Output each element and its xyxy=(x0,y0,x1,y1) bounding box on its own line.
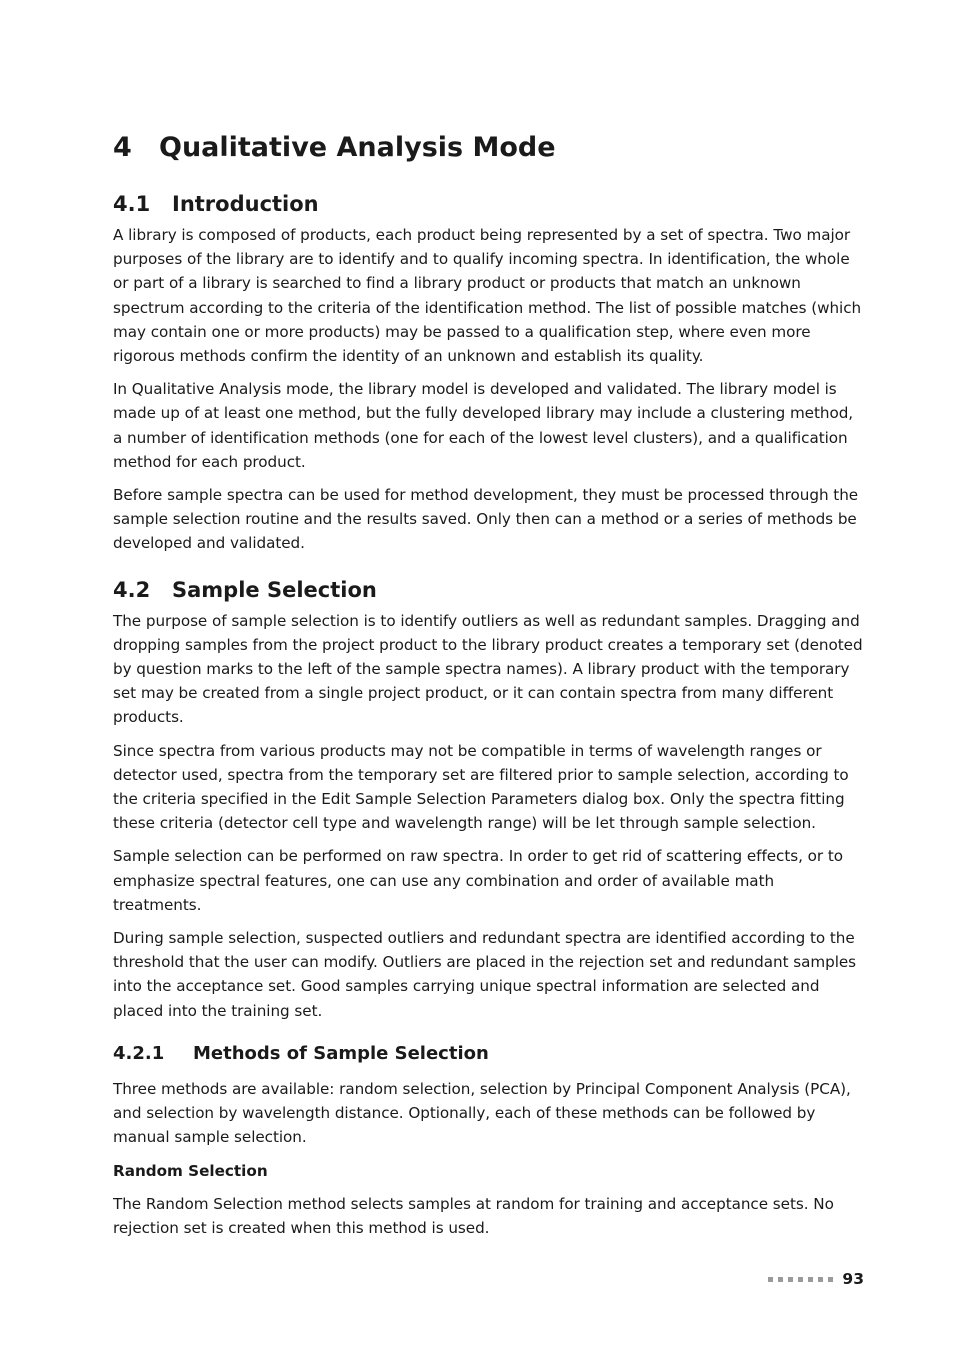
paragraph: The Random Selection method selects samples at random for training and acceptance sets. No rejection set is created when this method is used. xyxy=(113,1194,834,1237)
page-number: 93 xyxy=(842,1270,864,1288)
chapter-title: Qualitative Analysis Mode xyxy=(159,132,556,163)
subhead-random-selection: Random Selection xyxy=(113,1161,268,1180)
subsection-heading-methods xyxy=(113,1041,865,1067)
section-number: 4.1 xyxy=(113,192,151,216)
paragraph: A library is composed of products, each product being represented by a set of spectra. Two major purposes of the library are to identify and to qualify incoming spectra. In identification, the whole or part of a library is searched to find a library product or products that match an unknown spectrum according to the criteria of the identification method. The list of possible matches (which may contain one or more products) may be passed to a qualification step, where even more rigorous methods confirm the identity of an unknown and establish its quality. xyxy=(113,226,862,366)
paragraph: Since spectra from various products may not be compatible in terms of wavelength ranges or detector used, spectra from the temporary set are filtered prior to sample selection, according to the criteria specified in the Edit Sample Selection Parameters dialog box. Only the spectra fitting these criteria (detector cell type and wavelength range) will be let through sample selection. xyxy=(113,741,849,833)
footer-dots-decoration xyxy=(768,1277,833,1282)
chapter-heading xyxy=(113,128,865,168)
page-content xyxy=(113,128,865,1249)
page-footer xyxy=(768,1268,864,1290)
paragraph: The purpose of sample selection is to identify outliers as well as redundant samples. Dragging and dropping samples from the project product to the library product creates a temporary set (denoted by question marks to the left of the sample spectra names). A library product with the temporary set may be created from a single project product, or it can contain spectra from many different products. xyxy=(113,611,863,727)
paragraph: In Qualitative Analysis mode, the library model is developed and validated. The library model is made up of at least one method, but the fully developed library may include a clustering method, a number of identification methods (one for each of the lowest level clusters), and a qualification method for each product. xyxy=(113,380,854,471)
section-heading-introduction xyxy=(113,190,865,218)
section-title: Introduction xyxy=(172,192,319,216)
section-title: Sample Selection xyxy=(172,577,377,602)
paragraph: Three methods are available: random selection, selection by Principal Component Analysis (PCA), and selection by wavelength distance. Optionally, each of these methods can be followed by manual sample selection. xyxy=(113,1079,851,1147)
paragraph: Before sample spectra can be used for method development, they must be processed through the sample selection routine and the results saved. Only then can a method or a series of methods be developed and validated. xyxy=(113,486,859,553)
chapter-number: 4 xyxy=(113,132,132,163)
paragraph: During sample selection, suspected outliers and redundant spectra are identified according to the threshold that the user can modify. Outliers are placed in the rejection set and redundant samples into the acceptance set. Good samples carrying unique spectral information are selected and placed into the training set. xyxy=(113,929,857,1020)
section-number: 4.2 xyxy=(113,577,151,602)
paragraph: Sample selection can be performed on raw spectra. In order to get rid of scattering effects, or to emphasize spectral features, one can use any combination and order of available math treatments. xyxy=(113,847,844,914)
subsection-title: Methods of Sample Selection xyxy=(193,1042,489,1064)
subsection-number: 4.2.1 xyxy=(113,1042,165,1064)
section-heading-sample-selection xyxy=(113,576,865,604)
